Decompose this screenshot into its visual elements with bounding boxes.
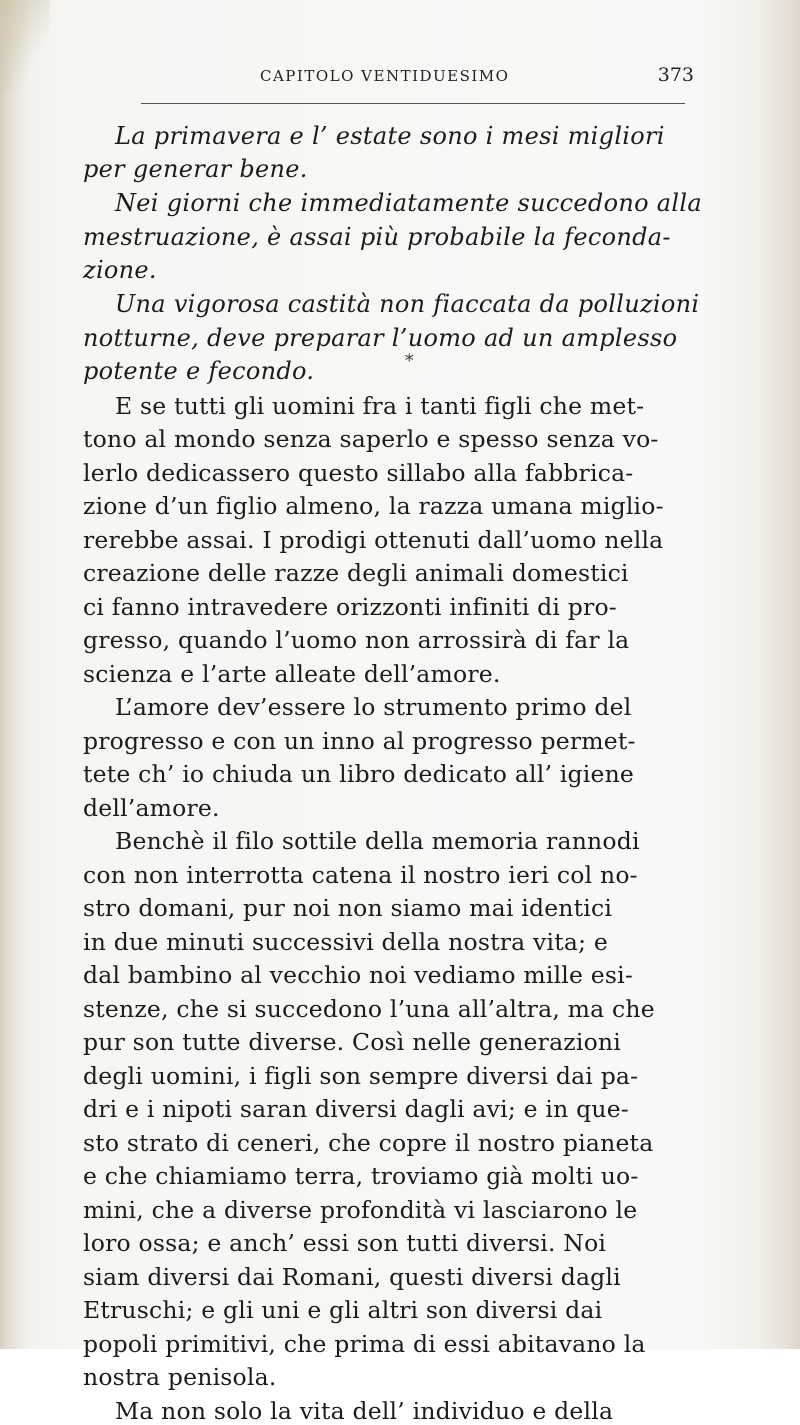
body-line: tono al mondo senza saperlo e spesso senza vo- (83, 425, 659, 453)
body-line: pur son tutte diverse. Così nelle generazioni (83, 1028, 621, 1056)
body-line: siam diversi dai Romani, questi diversi dagli (83, 1263, 621, 1291)
body-line: lerlo dedicassero questo sillabo alla fabbrica- (83, 459, 634, 487)
body-line: degli uomini, i figli son sempre diversi dai pa- (83, 1062, 639, 1090)
body-line: L’amore dev’essere lo strumento primo del (115, 693, 632, 721)
body-line: rerebbe assai. I prodigi ottenuti dall’uomo nella (83, 526, 664, 554)
body-line: dal bambino al vecchio noi vediamo mille esi- (83, 961, 634, 989)
body-line: Ma non solo la vita dell’ individuo e della (115, 1397, 614, 1425)
body-line: ci fanno intravedere orizzonti infiniti di pro- (83, 593, 617, 621)
italic-line: Nei giorni che immediatamente succedono alla (115, 189, 702, 217)
body-line: nostra penisola. (83, 1363, 277, 1391)
body-line: Benchè il filo sottile della memoria rannodi (115, 827, 640, 855)
body-line: popoli primitivi, che prima di essi abitavano la (83, 1330, 646, 1358)
italic-line: notturne, deve preparar l’uomo ad un amplesso (83, 324, 678, 352)
header-rule (141, 103, 685, 104)
italic-line: per generar bene. (83, 155, 308, 183)
italic-line: zione. (83, 256, 157, 284)
page-header (80, 64, 696, 94)
body-line: zione d’un figlio almeno, la razza umana miglio- (83, 492, 664, 520)
body-line: dri e i nipoti saran diversi dagli avi; e in que- (83, 1095, 629, 1123)
page-number: 373 (657, 64, 694, 86)
italic-line: La primavera e l’ estate sono i mesi migliori (115, 122, 665, 150)
body-line: scienza e l’arte alleate dell’amore. (83, 660, 501, 688)
running-title: CAPITOLO VENTIDUESIMO (260, 67, 510, 85)
body-line: E se tutti gli uomini fra i tanti figli che met- (115, 392, 645, 420)
body-line: tete ch’ io chiuda un libro dedicato all’ igiene (83, 760, 635, 788)
body-line: con non interrotta catena il nostro ieri col no- (83, 861, 638, 889)
body-line: e che chiamiamo terra, troviamo già molti uo- (83, 1162, 639, 1190)
body-line: sto strato di ceneri, che copre il nostro pianeta (83, 1129, 654, 1157)
body-line: progresso e con un inno al progresso permet- (83, 727, 636, 755)
body-line: loro ossa; e anch’ essi son tutti diversi. Noi (83, 1229, 607, 1257)
italic-line: potente e fecondo. (83, 357, 315, 385)
body-line: creazione delle razze degli animali domestici (83, 559, 629, 587)
body-line: dell’amore. (83, 794, 220, 822)
body-line: mini, che a diverse profondità vi lasciarono le (83, 1196, 638, 1224)
section-separator: * (405, 351, 414, 371)
italic-line: mestruazione, è assai più probabile la feconda- (83, 223, 671, 251)
body-line: gresso, quando l’uomo non arrossirà di far la (83, 626, 630, 654)
paper-edge-shadow (0, 0, 50, 90)
body-line: stenze, che si succedono l’una all’altra, ma che (83, 995, 655, 1023)
italic-line: Una vigorosa castità non fiaccata da polluzioni (115, 290, 700, 318)
body-line: in due minuti successivi della nostra vita; e (83, 928, 609, 956)
body-line: stro domani, pur noi non siamo mai identici (83, 894, 613, 922)
body-line: Etruschi; e gli uni e gli altri son diversi dai (83, 1296, 603, 1324)
